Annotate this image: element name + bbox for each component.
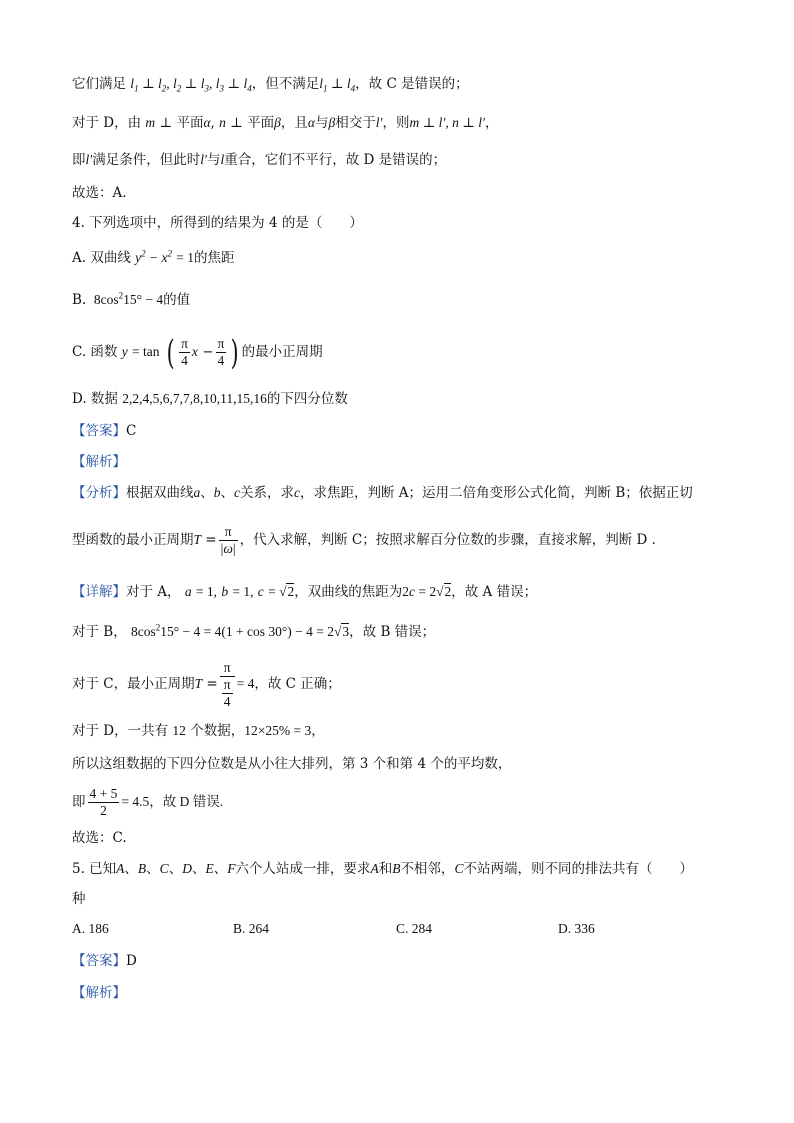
xiangjie-c: 对于 C，最小正周期T = $\frac{\pi}{\frac{\pi}{4}}$ = 4，故 C 正确；: [72, 659, 341, 709]
answer-tag: 【答案】: [72, 953, 126, 969]
xiangjie-f: 即 $\frac{4 + 5}{2}$ = 4.5，故 D 错误.: [72, 786, 224, 818]
answer-line: [72, 952, 754, 970]
text-line: 对于 D，由 m ⊥ 平面α, n ⊥ 平面β，且α与β相交于l′，则m ⊥ l′, n ⊥ l′，: [72, 115, 499, 131]
xiangjie-e: 所以这组数据的下四分位数是从小往大排列，第 3 个和第 4 个的平均数，: [72, 756, 512, 772]
answer-value: D: [126, 953, 137, 969]
answer-line: [72, 422, 754, 440]
option-a: A. 186: [72, 921, 109, 936]
option-c: C. 284: [396, 921, 433, 936]
option-b: B. 264: [233, 921, 270, 936]
text-line: 它们满足 $l_1$ ⊥ $l_2$, $l_2$ ⊥ $l_3$, $l_3$ ⊥ $l_4$，但不满足$l_1$ ⊥ $l_4$，故 C 是错误的；: [72, 76, 469, 94]
math-expression: $l_1$ ⊥ $l_4$: [319, 76, 356, 94]
text-line: 故选：A.: [72, 185, 127, 201]
answer-tag: 【答案】: [72, 423, 126, 439]
jiexi-tag: 【解析】: [72, 985, 126, 1001]
answer-value: C: [126, 423, 137, 439]
xiangjie-b: 对于 B， $8\cos^215^\circ - 4 = 4(1 + \cos 30^\circ) - 4 = 2√3$，故 B 错误；: [72, 622, 436, 640]
jiexi-line: [72, 453, 754, 471]
fenxi-line-2: 型函数的最小正周期T = $\frac{\pi}{|\omega|}$ ，代入求解，判断 C；按照求解百分位数的步骤，直接求解，判断 D .: [72, 524, 656, 556]
question-stem: 5. 已知A、B、C、D、E、F六个人站成一排，要求A和B不相邻，C不站两端，则不同的排法共有（ ）: [72, 861, 693, 877]
option-d: D. 数据 2,2,4,5,6,7,7,8,10,11,15,16的下四分位数: [72, 391, 348, 407]
math-expression: $l_1$ ⊥ $l_2$, $l_2$ ⊥ $l_3$, $l_3$ ⊥ $l_4$: [130, 76, 252, 94]
xiangjie-d: 对于 D，一共有 12 个数据，12×25% = 3，: [72, 723, 325, 739]
question-stem: 4. 下列选项中，所得到的结果为 4 的是（ ）: [72, 215, 363, 231]
xiangjie-line: 【详解】对于 A， a = 1, b = 1, c = √2，双曲线的焦距为2c = 2√2，故 A 错误；: [72, 584, 538, 600]
question-stem-2: 种: [72, 891, 86, 907]
xiangjie-g: 故选：C.: [72, 830, 127, 846]
xiangjie-tag: 【详解】: [72, 584, 126, 600]
option-c: C. 函数 y = tan ( $\frac{\pi}{4}$ x − $\frac{\pi}{4}$ ) 的最小正周期: [72, 332, 323, 373]
option-b: B. $8\cos^215^\circ - 4$的值: [72, 290, 191, 308]
jiexi-line: [72, 984, 754, 1002]
fenxi-line: 【分析】根据双曲线a、b、c关系，求c，求焦距，判断 A；运用二倍角变形公式化简，判断 B；依据正切: [72, 485, 693, 501]
text-line: 即l′满足条件，但此时l′与l重合，它们不平行，故 D 是错误的；: [72, 152, 447, 168]
fenxi-tag: 【分析】: [72, 485, 126, 501]
option-a: A. 双曲线 $y^2 - x^2 = 1$的焦距: [72, 248, 235, 266]
option-d: D. 336: [558, 921, 595, 936]
jiexi-tag: 【解析】: [72, 454, 126, 470]
